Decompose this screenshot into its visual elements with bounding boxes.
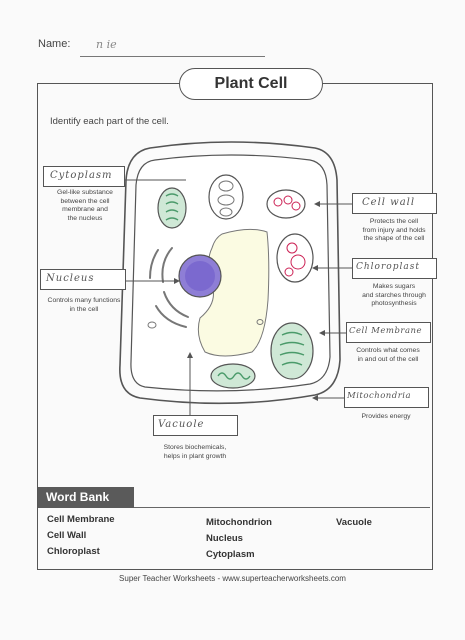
mitochondria-description: Provides energy bbox=[361, 413, 411, 420]
word-bank-item: Cell Wall bbox=[47, 530, 87, 541]
word-bank-item: Chloroplast bbox=[47, 546, 100, 557]
name-label: Name: bbox=[38, 38, 71, 50]
chloroplast-answer: Chloroplast bbox=[356, 262, 420, 272]
chloroplast-description: Makes sugars and starches through photosynthesis bbox=[362, 283, 426, 307]
cytoplasm-answer: Cytoplasm bbox=[50, 170, 113, 181]
cell-membrane-description: Controls what comes in and out of the cell bbox=[356, 347, 420, 363]
word-bank-item: Cell Membrane bbox=[47, 514, 115, 525]
vacuole-answer: Vacuole bbox=[158, 419, 205, 430]
word-bank-item: Cytoplasm bbox=[206, 549, 255, 560]
cell-wall-description: Protects the cell from injury and holds the shape of the cell bbox=[362, 218, 426, 242]
word-bank-item: Nucleus bbox=[206, 533, 243, 544]
cell-membrane-answer: Cell Membrane bbox=[349, 326, 423, 336]
cytoplasm-description: Gel-like substance between the cell membrane and the nucleus bbox=[57, 189, 113, 222]
word-bank-item: Mitochondrion bbox=[206, 517, 272, 528]
vacuole-description: Stores biochemicals, helps in plant growth bbox=[163, 444, 227, 460]
name-handwritten: n ie bbox=[96, 38, 117, 51]
nucleus-answer: Nucleus bbox=[46, 273, 95, 284]
word-bank-item: Vacuole bbox=[336, 517, 372, 528]
page-footer: Super Teacher Worksheets - www.superteacherworksheets.com bbox=[119, 574, 346, 583]
page-title: Plant Cell bbox=[179, 68, 323, 100]
instructions: Identify each part of the cell. bbox=[50, 116, 169, 127]
mitochondrion-shape bbox=[209, 175, 243, 219]
nucleus-description: Controls many functions in the cell bbox=[47, 297, 121, 313]
word-bank-title: Word Bank bbox=[38, 487, 134, 508]
cell-wall-answer: Cell wall bbox=[362, 197, 416, 208]
word-bank-rule bbox=[134, 507, 430, 508]
mitochondria-answer: Mitochondria bbox=[347, 391, 412, 401]
